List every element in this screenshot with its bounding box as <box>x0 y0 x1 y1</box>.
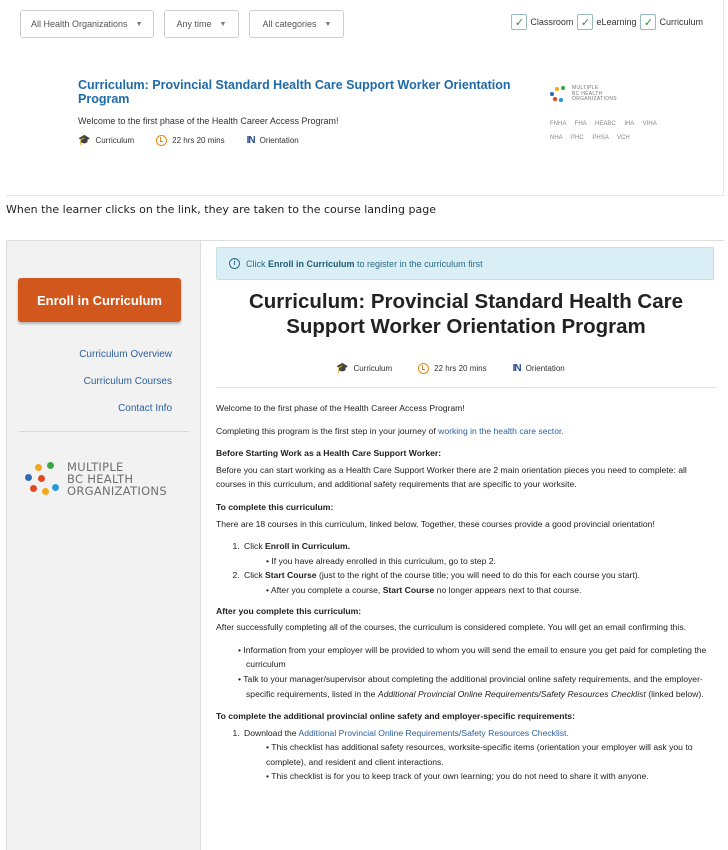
org-tag: FHA <box>574 120 587 127</box>
chevron-down-icon: ▼ <box>324 20 332 28</box>
course-title-link[interactable]: Curriculum: Provincial Standard Health Care Support Worker Orientation Program <box>78 78 511 106</box>
course-type <box>336 363 392 374</box>
list-item: 1. Click Enroll in Curriculum. • If you have already enrolled in this curriculum, go to step 2. <box>242 539 716 568</box>
search-results-panel <box>6 0 724 196</box>
info-icon: i <box>229 258 240 269</box>
section-heading: Before Starting Work as a Health Care Support Worker: <box>216 448 442 459</box>
org-tag: VCH <box>617 134 630 141</box>
logo-line-3: ORGANIZATIONS <box>572 96 617 102</box>
sidebar-link-courses[interactable]: Curriculum Courses <box>83 376 172 387</box>
sidebar-link-overview[interactable]: Curriculum Overview <box>79 349 172 360</box>
classroom-checkbox[interactable] <box>511 14 573 30</box>
list-item: 2. Click Start Course (just to the right of the course title; you will need to do this for each course you start). • After you complete a course, Start Course no longer appears next to that course. <box>242 568 716 597</box>
steps-list <box>242 539 716 597</box>
chevron-down-icon: ▼ <box>135 20 143 28</box>
welcome-text: Welcome to the first phase of the Health Career Access Program! <box>216 403 465 413</box>
list-item: • Talk to your manager/supervisor about completing the additional provincial online safety requirements, and the employer-specific requirements, listed in the Additional Provincial Online Requirements/Safety Resources Checklist (linked below). <box>238 672 716 701</box>
list-item: • Information from your employer will be provided to whom you will send the email to ensure you get paid for completing the curriculum <box>238 643 716 672</box>
course-meta <box>336 363 565 374</box>
download-list <box>242 726 716 784</box>
section-heading: After you complete this curriculum: <box>216 605 362 616</box>
logo-line-1: MULTIPLE <box>572 85 599 91</box>
org-tag: IHA <box>624 120 635 127</box>
check-icon: ✓ <box>640 14 656 30</box>
org-tag: FNHA <box>550 120 567 127</box>
course-description <box>216 401 716 790</box>
classroom-checkbox-label: Classroom <box>530 17 574 27</box>
graduation-cap-icon: 🎓 <box>78 135 91 146</box>
check-icon: ✓ <box>577 14 593 30</box>
orientation-icon: IN <box>246 135 255 146</box>
clock-icon <box>156 135 167 146</box>
org-tag: NHA <box>550 134 563 141</box>
logo-line-3: ORGANIZATIONS <box>67 484 167 498</box>
course-category-label: Orientation <box>525 364 565 373</box>
orientation-icon: IN <box>512 363 521 374</box>
category-filter-value: All categories <box>262 19 317 29</box>
course-landing-page <box>6 240 724 850</box>
section-heading: To complete the additional provincial online safety and employer-specific requirements: <box>216 711 575 722</box>
chevron-down-icon: ▼ <box>219 20 227 28</box>
logo-dots-icon <box>550 86 566 102</box>
org-tag: PHC <box>571 134 584 141</box>
curriculum-checkbox[interactable] <box>640 14 703 30</box>
page-title: Curriculum: Provincial Standard Health Care Support Worker Orientation Program <box>248 290 684 338</box>
course-type-label: Curriculum <box>353 364 393 373</box>
category-filter-dropdown[interactable] <box>249 10 344 38</box>
enroll-notice <box>216 247 714 280</box>
divider <box>19 431 189 432</box>
divider <box>216 387 716 388</box>
course-category-label: Orientation <box>259 136 299 145</box>
course-category <box>513 363 565 374</box>
filter-bar <box>20 10 344 40</box>
logo-line-1: MULTIPLE <box>67 460 124 474</box>
graduation-cap-icon: 🎓 <box>336 363 349 374</box>
landing-sidebar <box>7 241 201 850</box>
organization-list <box>550 117 690 145</box>
logo-line-2: BC HEALTH <box>67 472 134 486</box>
health-care-sector-link[interactable]: working in the health care sector. <box>438 425 564 436</box>
logo-dots-icon <box>25 462 59 496</box>
list-item: • This checklist has additional safety resources, worksite-specific items (orientation your employer will ask you to complete), and resident and client interactions. <box>264 740 716 769</box>
organization-logo-small <box>550 86 690 145</box>
notice-text: Click Enroll in Curriculum to register in the curriculum first <box>246 258 483 269</box>
course-description: Welcome to the first phase of the Health Career Access Program! <box>78 116 339 126</box>
clock-icon <box>418 363 429 374</box>
sidebar-nav <box>79 349 172 430</box>
list-item: 1. Download the Additional Provincial Online Requirements/Safety Resources Checklist. • This checklist has additional safety resources, worksite-specific items (orientation your employer will ask you to complete), and resident and client interactions. • This checklist is for you to keep track of your own learning; you do not need to share it with anyone. <box>242 726 716 784</box>
elearning-checkbox[interactable] <box>577 14 636 30</box>
section-heading: To complete this curriculum: <box>216 501 334 512</box>
course-duration <box>156 135 224 146</box>
sidebar-link-contact[interactable]: Contact Info <box>118 403 172 414</box>
bullet-list <box>238 643 716 701</box>
list-item: • After you complete a course, Start Course no longer appears next to that course. <box>264 583 716 598</box>
curriculum-checkbox-label: Curriculum <box>659 17 703 27</box>
section-text: After successfully completing all of the courses, the curriculum is considered complete. You will get an email confirming this. <box>216 622 687 633</box>
course-type-label: Curriculum <box>95 136 135 145</box>
list-item: • If you have already enrolled in this curriculum, go to step 2. <box>264 554 716 569</box>
section-text: There are 18 courses in this curriculum, linked below. Together, these courses provide a good provincial orientation! <box>216 518 655 529</box>
course-result-card <box>78 78 718 146</box>
organization-filter-dropdown[interactable] <box>20 10 154 38</box>
list-item: • This checklist is for you to keep track of your own learning; you do not need to share it with anyone. <box>264 769 716 784</box>
course-type <box>78 135 134 146</box>
checklist-download-link[interactable]: Additional Provincial Online Requirements/Safety Resources Checklist. <box>298 727 569 738</box>
organization-logo <box>25 461 167 497</box>
explanatory-caption: When the learner clicks on the link, they are taken to the course landing page <box>6 203 436 216</box>
organization-filter-value: All Health Organizations <box>31 19 128 29</box>
time-filter-dropdown[interactable] <box>164 10 240 38</box>
org-tag: HEABC <box>595 120 616 127</box>
course-category <box>247 135 299 146</box>
org-tag: PHSA <box>592 134 609 141</box>
type-filter-checkboxes <box>511 14 703 30</box>
course-duration-label: 22 hrs 20 mins <box>434 364 487 373</box>
first-step-text: Completing this program is the first step in your journey of working in the health care sector. <box>216 425 564 436</box>
elearning-checkbox-label: eLearning <box>596 17 637 27</box>
enroll-button[interactable]: Enroll in Curriculum <box>18 278 181 322</box>
course-duration-label: 22 hrs 20 mins <box>172 136 225 145</box>
course-duration <box>418 363 486 374</box>
org-tag: VIHA <box>642 120 657 127</box>
check-icon: ✓ <box>511 14 527 30</box>
time-filter-value: Any time <box>176 19 212 29</box>
section-text: Before you can start working as a Health Care Support Worker there are 2 main orientation pieces you need to complete: all courses in this curriculum, and additional safety requirements that are specific to your worksite. <box>216 464 687 490</box>
logo-line-2: BC HEALTH <box>572 90 603 97</box>
